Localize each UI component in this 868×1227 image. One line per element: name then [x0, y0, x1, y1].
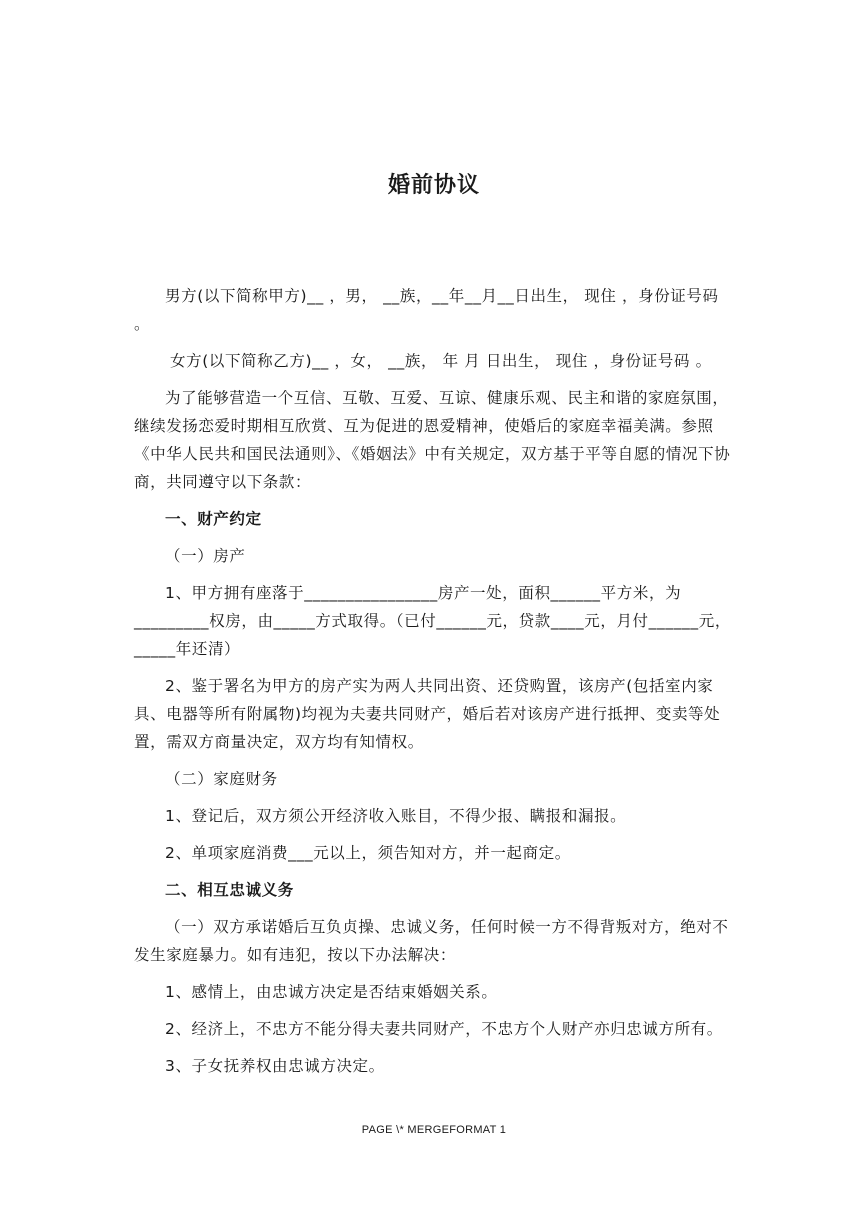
clause-finance-2: 2、单项家庭消费___元以上，须告知对方，并一起商定。: [165, 844, 571, 862]
document-title: 婚前协议: [387, 172, 480, 198]
clause-fidelity-1: 1、感情上，由忠诚方决定是否结束婚姻关系。: [165, 983, 498, 1001]
section-heading-property: 一、财产约定: [165, 510, 262, 528]
clause-fidelity-intro: （一）双方承诺婚后互负贞操、忠诚义务，任何时候一方不得背叛对方，绝对不发生家庭暴力。如有违犯，按以下办法解决：: [134, 918, 729, 964]
preamble-paragraph: 为了能够营造一个互信、互敬、互爱、互谅、健康乐观、民主和谐的家庭氛围，继续发扬恋爱时期相互欣赏、互为促进的恩爱精神，使婚后的家庭幸福美满。参照《中华人民共和国民法通则》、《婚姻法》中有关规定，双方基于平等自愿的情况下协商，共同遵守以下条款：: [134, 389, 731, 491]
clause-fidelity-2: 2、经济上，不忠方不能分得夫妻共同财产，不忠方个人财产亦归忠诚方所有。: [165, 1020, 723, 1038]
clause-finance-1: 1、登记后，双方须公开经济收入账目，不得少报、瞒报和漏报。: [165, 807, 627, 825]
document-body: [134, 282, 740, 1089]
party-b-paragraph: 女方(以下简称乙方)__ ，女， __族， 年 月 日出生， 现住 ，身份证号码 。: [170, 352, 712, 370]
section-heading-fidelity: 二、相互忠诚义务: [165, 881, 294, 899]
clause-house-2: 2、鉴于署名为甲方的房产实为两人共同出资、还贷购置，该房产(包括室内家具、电器等所有附属物)均视为夫妻共同财产，婚后若对该房产进行抵押、变卖等处置，需双方商量决定，双方均有知情权。: [134, 677, 721, 751]
clause-house-1: 1、甲方拥有座落于________________房产一处，面积______平方米，为_________权房，由_____方式取得。（已付______元，贷款____元，月付______元，_____年还清）: [134, 584, 731, 658]
clause-fidelity-3: 3、子女抚养权由忠诚方决定。: [165, 1057, 385, 1075]
subsection-heading-house: （一）房产: [165, 547, 246, 565]
party-a-paragraph: 男方(以下简称甲方)__ ，男， __族，__年__月__日出生， 现住 ，身份证号码 。: [134, 287, 719, 333]
subsection-heading-finance: （二）家庭财务: [165, 770, 278, 788]
page-footer: PAGE \* MERGEFORMAT 1: [361, 1124, 507, 1136]
